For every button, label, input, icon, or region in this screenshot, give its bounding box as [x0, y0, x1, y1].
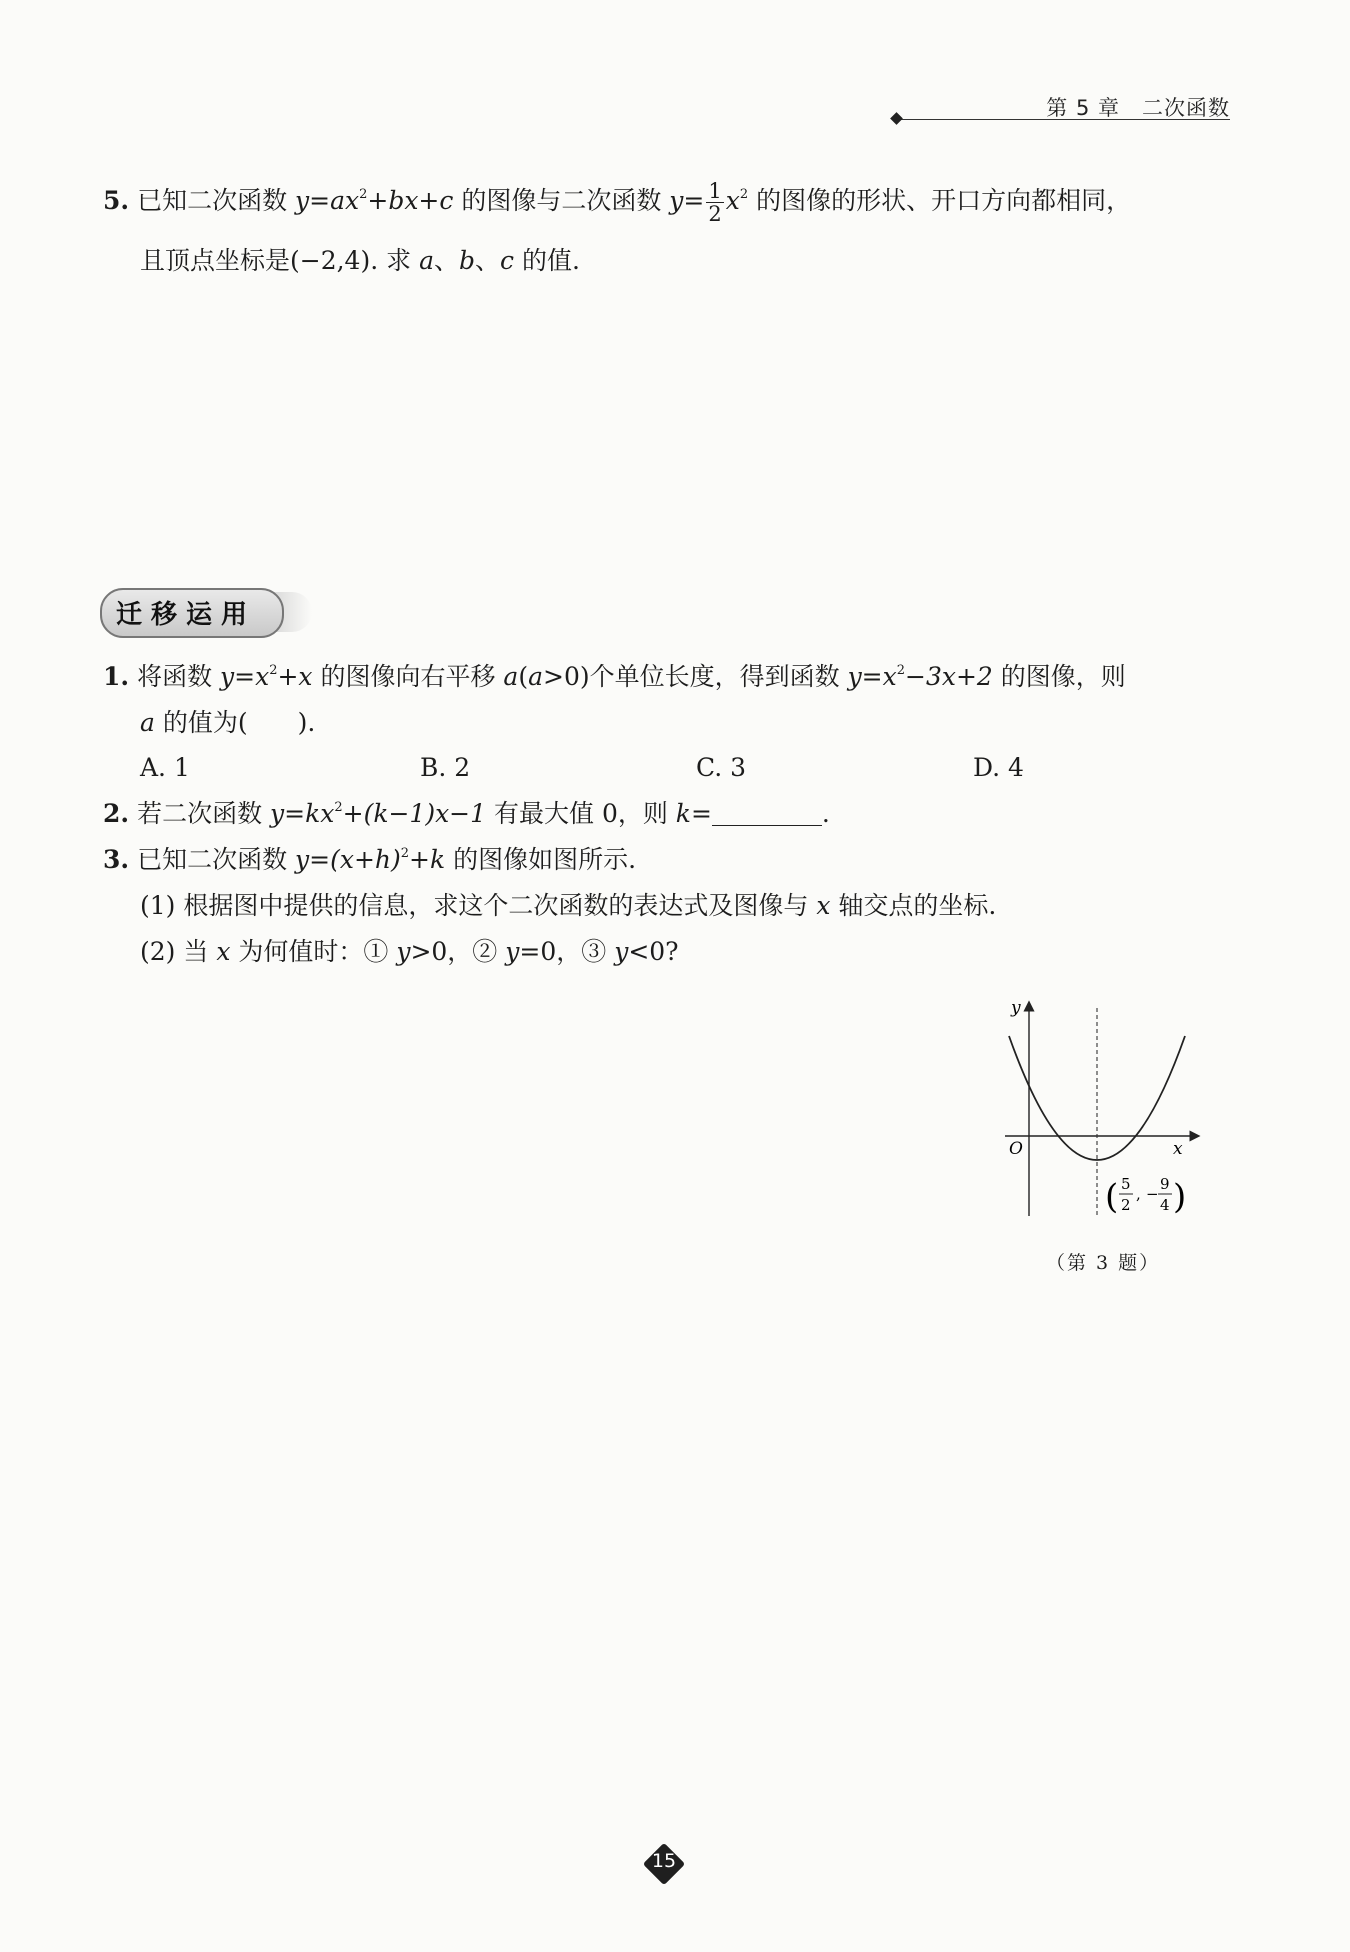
- problem-3-sub-1: [140, 890, 996, 922]
- vertex-x-numerator: 5: [1121, 1175, 1131, 1193]
- exponent: 2: [334, 800, 343, 815]
- text: (1) 根据图中提供的信息，求这个二次函数的表达式及图像与: [140, 891, 817, 920]
- equation: y=x: [220, 662, 270, 691]
- equation: x: [725, 186, 740, 215]
- var-b: b: [458, 246, 475, 275]
- text: 为何值时：①: [230, 937, 397, 966]
- y-axis-label: y: [1011, 998, 1021, 1018]
- equation: +(k−1)x−1: [342, 799, 487, 828]
- equation: +bx+c: [367, 186, 454, 215]
- equation: y=(x+h): [295, 845, 401, 874]
- text: 的值为( ).: [154, 708, 316, 737]
- text: 的图像如图所示.: [445, 845, 637, 874]
- x-axis-label: x: [1173, 1139, 1183, 1159]
- header-diamond-icon: [890, 112, 903, 125]
- section-badge: [100, 588, 312, 638]
- text: .: [821, 799, 830, 828]
- question-5-line-1: [103, 180, 1131, 225]
- text: 的图像，则: [992, 662, 1126, 691]
- answer-blank[interactable]: [712, 799, 822, 826]
- equation: y=x: [847, 662, 897, 691]
- origin-label: O: [1009, 1139, 1023, 1159]
- text: 且顶点坐标是(−2,4). 求: [140, 246, 420, 275]
- fraction-numerator: 1: [708, 179, 722, 203]
- equation: y=: [669, 186, 705, 215]
- choice-b: B. 2: [420, 753, 471, 782]
- question-number: 3.: [103, 845, 130, 874]
- var-y: y: [396, 937, 411, 966]
- var-c: c: [500, 246, 515, 275]
- exponent: 2: [896, 663, 906, 678]
- question-5-line-2: [140, 245, 580, 277]
- equation: +x: [277, 662, 313, 691]
- problem-3-line-1: [103, 844, 636, 881]
- text: 有最大值 0，则: [486, 799, 676, 828]
- page-number-text: 15: [651, 1850, 677, 1872]
- exponent: 2: [269, 663, 278, 678]
- chapter-title: 第 5 章 二次函数: [1046, 96, 1230, 120]
- header-rule: [900, 119, 1230, 120]
- text: =0，③: [519, 937, 615, 966]
- text: >0，②: [410, 937, 506, 966]
- equation: y=ax: [295, 186, 360, 215]
- equation: −3x+2: [905, 662, 993, 691]
- vertex-label: [1105, 1175, 1186, 1217]
- exponent: 2: [359, 187, 368, 202]
- text: (: [518, 662, 529, 691]
- var-a: a: [528, 662, 543, 691]
- fraction: [706, 180, 723, 225]
- var-a: a: [503, 662, 519, 691]
- parabola-figure: [995, 996, 1205, 1226]
- text: 已知二次函数: [137, 186, 296, 215]
- var-x: x: [816, 891, 831, 920]
- equation: y=kx: [270, 799, 335, 828]
- question-number: 1.: [103, 662, 130, 691]
- question-number: 2.: [103, 799, 130, 828]
- text: =: [690, 799, 712, 828]
- section-title: 迁移运用: [116, 600, 257, 630]
- problem-1-line-1: [103, 661, 1126, 698]
- var-y: y: [505, 937, 520, 966]
- var-k: k: [675, 799, 691, 828]
- text: 、: [433, 246, 459, 275]
- text: 的值.: [514, 246, 580, 275]
- figure-caption: （第 3 题）: [1046, 1252, 1161, 1274]
- var-y: y: [614, 937, 629, 966]
- page-number: [643, 1843, 685, 1885]
- comma: ,: [1136, 1185, 1141, 1203]
- problem-1-line-2: [140, 707, 315, 739]
- running-header: [890, 92, 1230, 122]
- question-number: 5.: [103, 186, 130, 215]
- var-x: x: [216, 937, 231, 966]
- choice-a: A. 1: [140, 753, 190, 782]
- text: 轴交点的坐标.: [830, 891, 997, 920]
- vertex-y-denominator: 4: [1160, 1196, 1170, 1214]
- choice-c: C. 3: [696, 753, 747, 782]
- minus-sign: −: [1146, 1185, 1159, 1203]
- paren-left: (: [1105, 1177, 1119, 1217]
- text: 的图像的形状、开口方向都相同，: [748, 186, 1132, 215]
- equation: +k: [409, 845, 446, 874]
- exponent: 2: [739, 187, 749, 202]
- var-a: a: [419, 246, 434, 275]
- text: (2) 当: [140, 937, 217, 966]
- text: 、: [475, 246, 501, 275]
- vertex-x-denominator: 2: [1121, 1196, 1131, 1214]
- problem-3-sub-2: [140, 936, 679, 968]
- text: 若二次函数: [137, 799, 271, 828]
- vertex-y-numerator: 9: [1160, 1175, 1170, 1193]
- paren-right: ): [1173, 1177, 1187, 1217]
- text: 已知二次函数: [137, 845, 296, 874]
- var-a: a: [140, 708, 155, 737]
- fraction-denominator: 2: [708, 202, 722, 226]
- exponent: 2: [400, 846, 410, 861]
- text: <0?: [628, 937, 679, 966]
- text: 的图像与二次函数: [453, 186, 670, 215]
- problem-2: [103, 798, 830, 835]
- text: 的图像向右平移: [312, 662, 504, 691]
- text: >0)个单位长度，得到函数: [543, 662, 848, 691]
- choice-d: D. 4: [973, 753, 1024, 782]
- text: 将函数: [137, 662, 221, 691]
